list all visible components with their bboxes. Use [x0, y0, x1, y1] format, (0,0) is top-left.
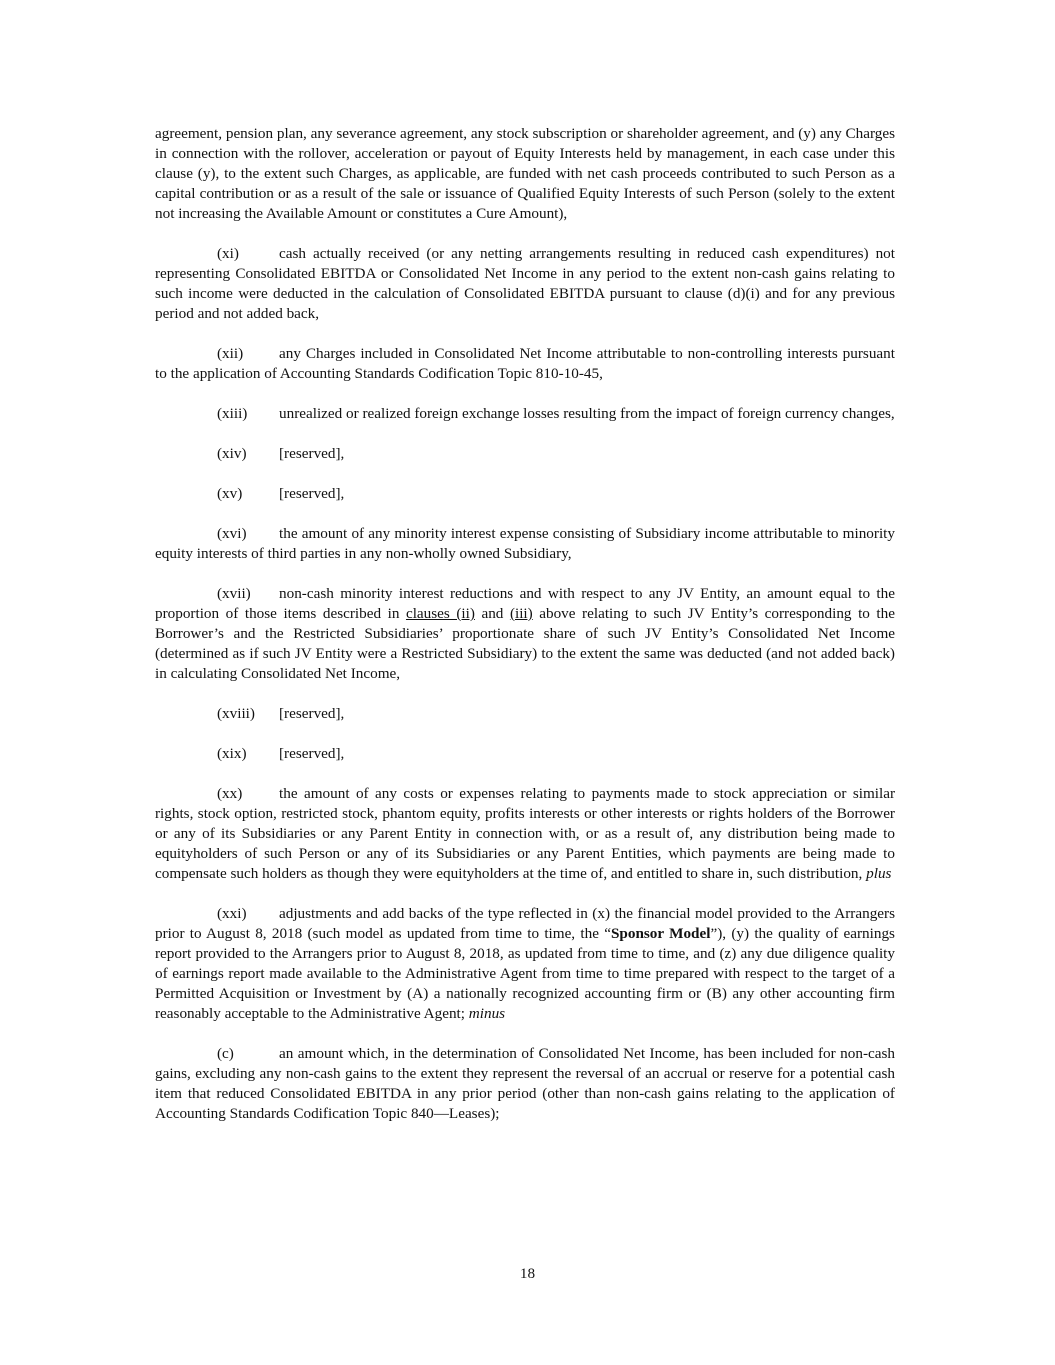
clause-text: [reserved],: [279, 705, 345, 722]
clause-number: (xvi): [217, 525, 247, 542]
clause-xvii: [155, 584, 895, 684]
clause-xviii: [155, 704, 895, 724]
clause-xx: [155, 784, 895, 884]
clause-text: cash actually received (or any netting arrangements resulting in reduced cash expenditures) not representing Consolidated EBITDA or Consolidated Net Income in any period to the extent non-cash gains relating to such income were deducted in the calculation of Consolidated EBITDA pursuant to clause (d)(i) and for any previous period and not added back,: [155, 245, 895, 322]
clause-reference-link: clauses (ii): [405, 605, 475, 622]
clause-text: an amount which, in the determination of Consolidated Net Income, has been included for non-cash gains, excluding any non-cash gains to the extent they represent the reversal of an accrual or reserve for a potential cash item that reduced Consolidated EBITDA in any prior period (other than non-cash gains relating to the application of Accounting Standards Codification Topic 840—Leases);: [155, 1045, 895, 1122]
defined-term: Sponsor Model: [610, 925, 711, 942]
clause-text: [reserved],: [279, 745, 345, 762]
clause-number: (xv): [217, 485, 243, 502]
page-number: 18: [519, 1265, 536, 1282]
intro-paragraph: agreement, pension plan, any severance agreement, any stock subscription or shareholder agreement, and (y) any Charges in connection with the rollover, acceleration or payout of Equity Interests held by management, in each case under this clause (y), to the extent such Charges, as applicable, are funded with net cash proceeds contributed to such Person as a capital contribution or as a result of the sale or issuance of Qualified Equity Interests of such Person (solely to the extent not increasing the Available Amount or constitutes a Cure Amount),: [155, 125, 895, 222]
connector-word: minus: [468, 1005, 506, 1022]
clause-text: adjustments and add backs of the type reflected in (x) the financial model provided to the Arrangers prior to August 8, 2018 (such model as updated from time to time, the “: [155, 905, 895, 942]
clause-xiii: [155, 404, 895, 424]
clause-text: [reserved],: [279, 445, 345, 462]
clause-text: the amount of any costs or expenses relating to payments made to stock appreciation or similar rights, stock option, restricted stock, phantom equity, profits interests or other interests or rights holders of the Borrower or any of its Subsidiaries or any Parent Entity in connection with, or as a result of, any distribution being made to equityholders of such Person or any of its Subsidiaries or any Parent Entities, which payments are being made to compensate such holders as though they were equityholders at the time of, and entitled to share in, such distribution,: [155, 785, 895, 882]
clause-number: (xiv): [217, 445, 247, 462]
clause-text: above relating to such JV Entity’s corresponding to the Borrower’s and the Restricted Subsidiaries’ proportionate share of such JV Entity’s Consolidated Net Income (determined as if such JV Entity were a Restricted Subsidiary) to the extent the same was deducted (and not added back) in calculating Consolidated Net Income,: [155, 605, 895, 682]
clause-text: any Charges included in Consolidated Net Income attributable to non-controlling interests pursuant to the application of Accounting Standards Codification Topic 810-10-45,: [155, 345, 895, 382]
clause-xxi: [155, 904, 895, 1024]
clause-text: ”), (y) the quality of earnings report provided to the Arrangers prior to August 8, 2018, as updated from time to time, and (z) any due diligence quality of earnings report made available to the Administrative Agent from time to time prepared with respect to the target of a Permitted Acquisition or Investment by (A) a nationally recognized accounting firm or (B) any other accounting firm reasonably acceptable to the Administrative Agent;: [155, 925, 895, 1022]
document-page: [155, 124, 895, 1144]
clause-text: non-cash minority interest reductions and with respect to any JV Entity, an amount equal to the proportion of those items described in: [155, 585, 895, 622]
clause-xix: [155, 744, 895, 764]
clause-reference-link: (iii): [509, 605, 533, 622]
clause-number: (xviii): [217, 705, 255, 722]
clause-text: and: [474, 605, 510, 622]
clause-number: (xx): [217, 785, 243, 802]
clause-number: (xvii): [217, 585, 251, 602]
clause-xi: [155, 244, 895, 324]
clause-xv: [155, 484, 895, 504]
clause-text: [reserved],: [279, 485, 345, 502]
clause-c: [155, 1044, 895, 1124]
connector-word: plus: [866, 865, 892, 882]
clause-xvi: [155, 524, 895, 564]
clause-text: the amount of any minority interest expense consisting of Subsidiary income attributable to minority equity interests of third parties in any non-wholly owned Subsidiary,: [155, 525, 895, 562]
clause-number: (xii): [217, 345, 244, 362]
clause-number: (xi): [217, 245, 239, 262]
clause-xii: [155, 344, 895, 384]
clause-number: (c): [217, 1045, 234, 1062]
clause-xiv: [155, 444, 895, 464]
clause-text: unrealized or realized foreign exchange losses resulting from the impact of foreign currency changes,: [279, 405, 895, 422]
clause-number: (xxi): [217, 905, 247, 922]
clause-number: (xix): [217, 745, 247, 762]
clause-number: (xiii): [217, 405, 248, 422]
